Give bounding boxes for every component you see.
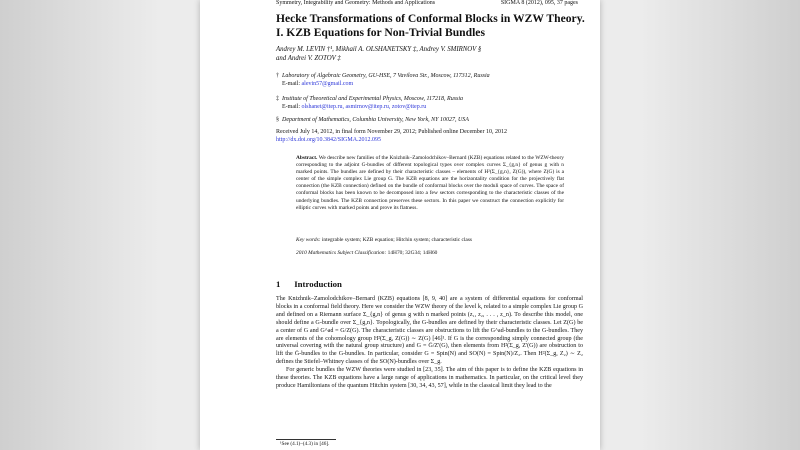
msc-classification xyxy=(296,250,564,257)
affiliation-3 xyxy=(276,116,586,124)
doi-link[interactable]: http://dx.doi.org/10.3842/SIGMA.2012.095 xyxy=(276,137,382,143)
journal-header: Symmetry, Integrability and Geometry: Methods and Applications xyxy=(276,0,436,6)
intro-paragraph-2: For generic bundles the WZW theories were studied in [23, 35]. The aim of this paper is to define the KZB equations in these theories. The KZB equations have a large range of applications in mathematics. In particular, on the critical level they produce Hamiltonians of the quantum Hitchin system [30, 34, 43, 57], while in the classical limit they lead to the xyxy=(276,367,583,389)
authors-line-2: and Andrei V. ZOTOV ‡ xyxy=(276,55,341,62)
intro-paragraph-1: The Knizhnik–Zamolodchikov–Bernard (KZB) equations [8, 9, 40] are a system of differential equations for conformal blocks in a conformal field theory. Here we consider the WZW theory of the level k, related to a simple complex Lie group G and defined on a Riemann surface Σ_{g,n} of genus g with n marked points (z₁, z₂, . . . , z_n). To describe this model, one should define a G-bundle over Σ_{g,n}. Topologically, the G-bundles are defined by their characteristic classes. Let Z(G) be a center of G and G^ad = G/Z(G). The characteristic classes are obstructions to lift the G^ad-bundles to the G-bundles. They are elements of the cohomology group H²(Σ_g, Z(G)) ∼ Z(G) [46]¹. If G is the corresponding simply connected group (the universal covering with the natural group structure) and G = Ḡ/Z'(G), then elements from H²(Σ_g, Z'(G)) are obstruction to lift the Ḡ-bundles to the G-bundles. In particular, consider G = Spin(N) and SO(N) = Spin(N)/Z₂. Then H²(Σ_g, Z₂) ∼ Z₂ defines the Stiefel–Whitney classes of the SO(N)-bundles over Σ_g. xyxy=(276,296,583,366)
affiliation-text: Laboratory of Algebraic Geometry, GU-HSE, 7 Vavilova Str., Moscow, 117312, Russia xyxy=(282,73,490,79)
keywords xyxy=(296,237,564,244)
email-label: E-mail: xyxy=(282,81,300,87)
section-title: Introduction xyxy=(294,279,342,289)
abstract-label: Abstract. xyxy=(296,155,318,161)
keywords-label: Key words: xyxy=(296,237,321,243)
affiliation-email-row xyxy=(276,80,586,88)
abstract-text: We describe new families of the Knizhnik–Zamolodchikov–Bernard (KZB) equations related to the WZW-theory corresponding to the adjoint G-bundles of different topological types over complex curves Σ_{g,n} of genus g with n marked points. The bundles are defined by their characteristic classes – elements of H²(Σ_{g,n}, Z(G)), where Z(G) is a center of the simple complex Lie group G. The KZB equations are the horizontality condition for the projectively flat connection (the KZB connection) defined on the bundle of conformal blocks over the moduli space of curves. The space of conformal blocks has been known to be decomposed into a few sectors corresponding to the characteristic classes of the underlying bundles. The KZB connection preserves these sectors. In this paper we construct the connection explicitly for elliptic curves with marked points and prove its flatness. xyxy=(296,155,564,211)
paper-title: Hecke Transformations of Conformal Blocks in WZW Theory. I. KZB Equations for Non-Trivial Bundles xyxy=(276,12,585,39)
affiliation-symbol: ‡ xyxy=(276,96,279,102)
abstract xyxy=(296,155,564,212)
affiliation-2 xyxy=(276,95,586,111)
email-link[interactable]: alevin57@gmail.com xyxy=(301,81,354,87)
affiliation-1 xyxy=(276,72,586,88)
affiliation-symbol: † xyxy=(276,73,279,79)
authors-line-1: Andrey M. LEVIN †¹, Mikhail A. OLSHANETSKY ‡, Andrey V. SMIRNOV § xyxy=(276,46,482,53)
author-list xyxy=(276,45,576,63)
msc-label: 2010 Mathematics Subject Classification: xyxy=(296,250,387,256)
affiliation-email-row xyxy=(276,103,586,111)
citation-header: SIGMA 8 (2012), 095, 37 pages xyxy=(500,0,578,6)
section-number: 1 xyxy=(276,279,281,289)
affiliation-text: Institute of Theoretical and Experimental Physics, Moscow, 117218, Russia xyxy=(282,96,464,102)
footnote: ¹See (4.1)–(4.3) in [46]. xyxy=(280,441,330,447)
email-link[interactable]: olshanet@itep.ru, asmirnov@itep.ru, zotov@itep.ru xyxy=(301,104,427,110)
keywords-text: integrable system; KZB equation; Hitchin system; characteristic class xyxy=(321,237,473,243)
email-label: E-mail: xyxy=(282,104,300,110)
introduction-body xyxy=(276,296,583,391)
paper-page xyxy=(200,0,600,450)
footnote-divider xyxy=(276,439,336,440)
received-dates: Received July 14, 2012, in final form November 29, 2012; Published online December 10, 2012 xyxy=(276,129,507,135)
affiliation-symbol: § xyxy=(276,117,279,123)
msc-text: 14H70; 32G34; 14H60 xyxy=(387,250,438,256)
received-info xyxy=(276,128,586,144)
affiliation-text: Department of Mathematics, Columbia University, New York, NY 10027, USA xyxy=(282,117,469,123)
section-heading xyxy=(276,279,342,289)
